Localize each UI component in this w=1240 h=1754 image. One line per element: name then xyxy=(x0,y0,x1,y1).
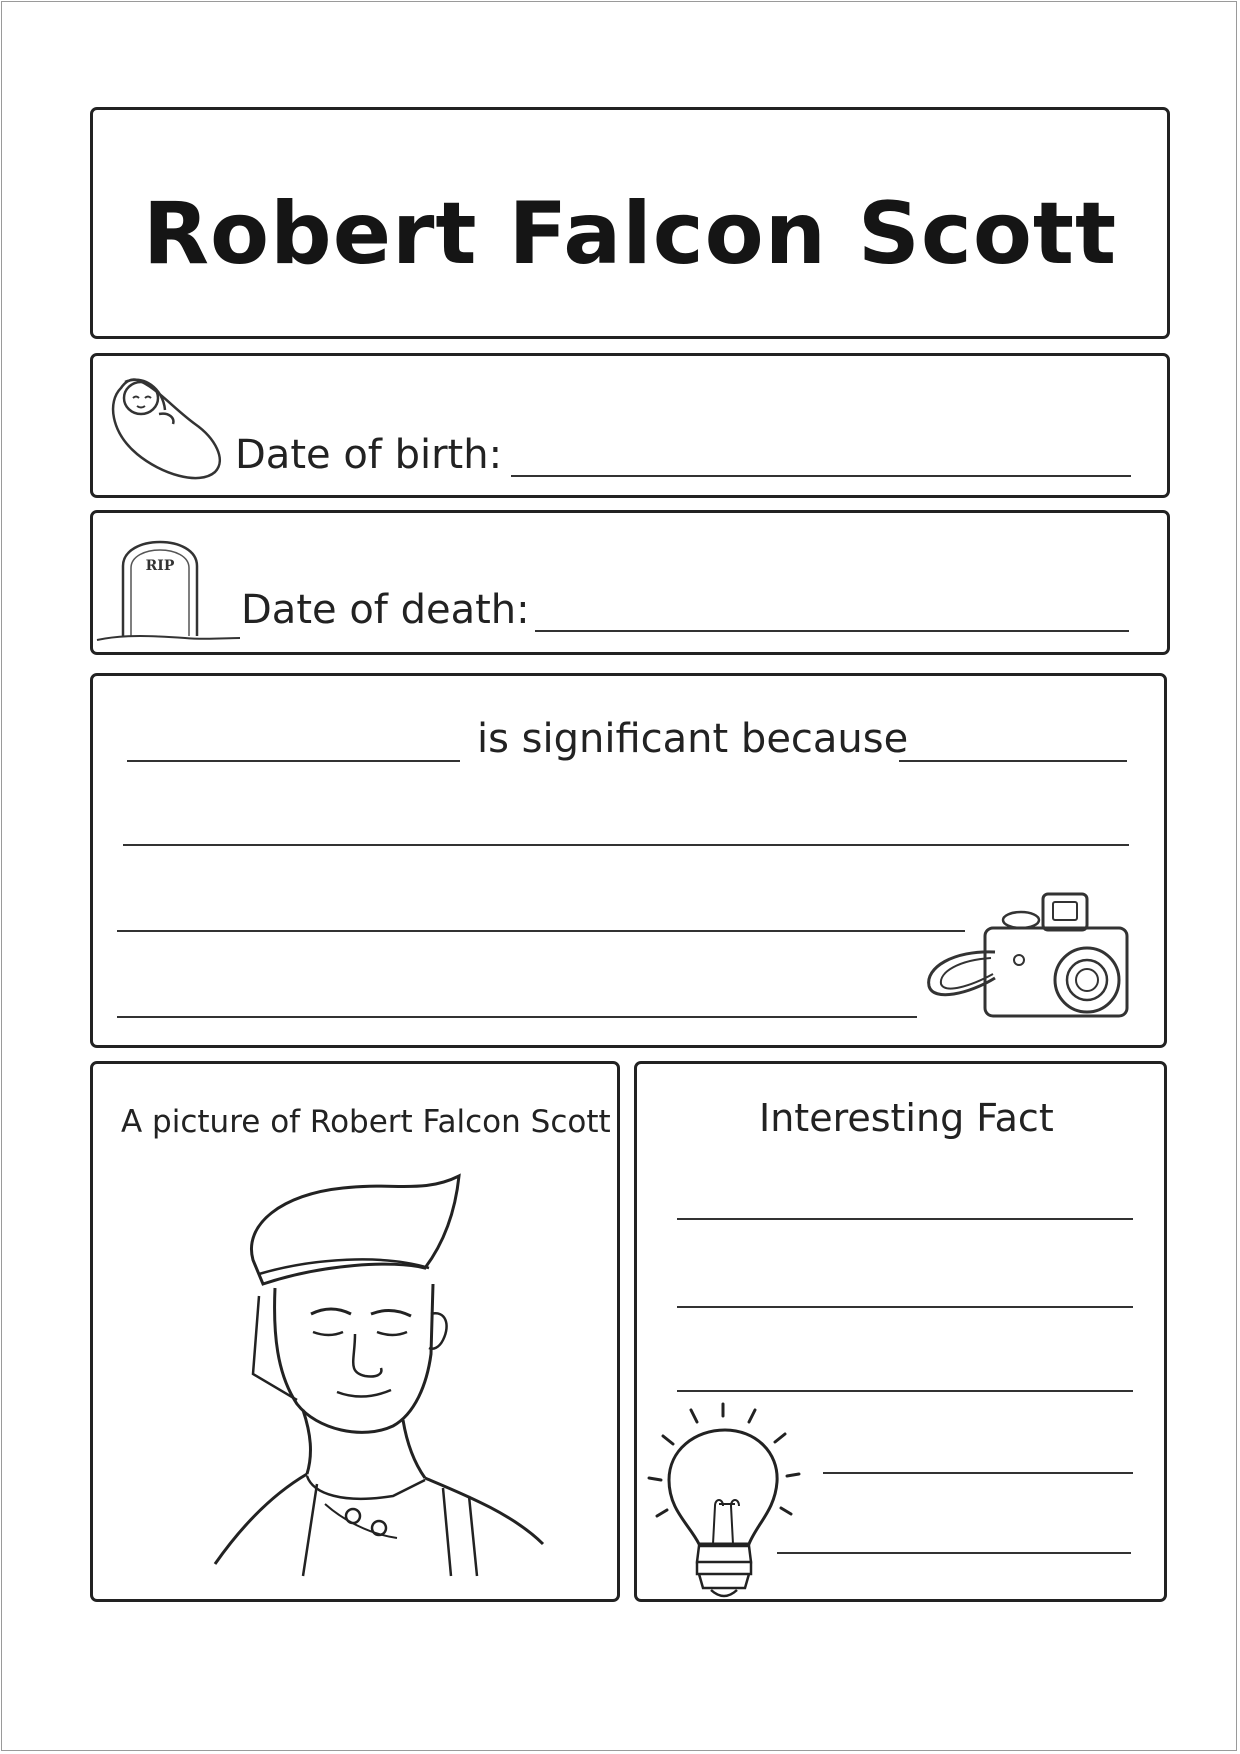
name-blank-line[interactable] xyxy=(127,760,460,762)
lightbulb-icon xyxy=(639,1394,819,1604)
significance-line-4[interactable] xyxy=(117,1016,917,1018)
fact-line-4[interactable] xyxy=(823,1472,1133,1474)
date-of-death-label: Date of death: xyxy=(241,587,530,633)
date-of-birth-answer-line[interactable] xyxy=(511,475,1131,477)
significance-box xyxy=(90,673,1167,1048)
fact-heading: Interesting Fact xyxy=(759,1096,1054,1140)
page-title: Robert Falcon Scott xyxy=(142,184,1118,284)
fact-box xyxy=(634,1061,1167,1602)
baby-icon xyxy=(103,368,223,488)
camera-icon xyxy=(923,882,1138,1020)
title-box xyxy=(90,107,1170,339)
gravestone-rip-text: RIP xyxy=(145,558,175,574)
portrait-illustration xyxy=(193,1164,603,1584)
death-box xyxy=(90,510,1170,655)
significant-because-label: is significant because xyxy=(477,716,909,762)
date-of-birth-label: Date of birth: xyxy=(235,432,503,478)
gravestone-icon xyxy=(95,528,240,646)
date-of-death-answer-line[interactable] xyxy=(535,630,1129,632)
picture-box xyxy=(90,1061,620,1602)
fact-line-3[interactable] xyxy=(677,1390,1133,1392)
fact-line-5[interactable] xyxy=(777,1552,1131,1554)
fact-line-2[interactable] xyxy=(677,1306,1133,1308)
birth-box xyxy=(90,353,1170,498)
fact-line-1[interactable] xyxy=(677,1218,1133,1220)
significance-line-3[interactable] xyxy=(117,930,965,932)
picture-caption: A picture of Robert Falcon Scott xyxy=(121,1104,611,1140)
because-blank-line[interactable] xyxy=(899,760,1127,762)
significance-line-2[interactable] xyxy=(123,844,1129,846)
